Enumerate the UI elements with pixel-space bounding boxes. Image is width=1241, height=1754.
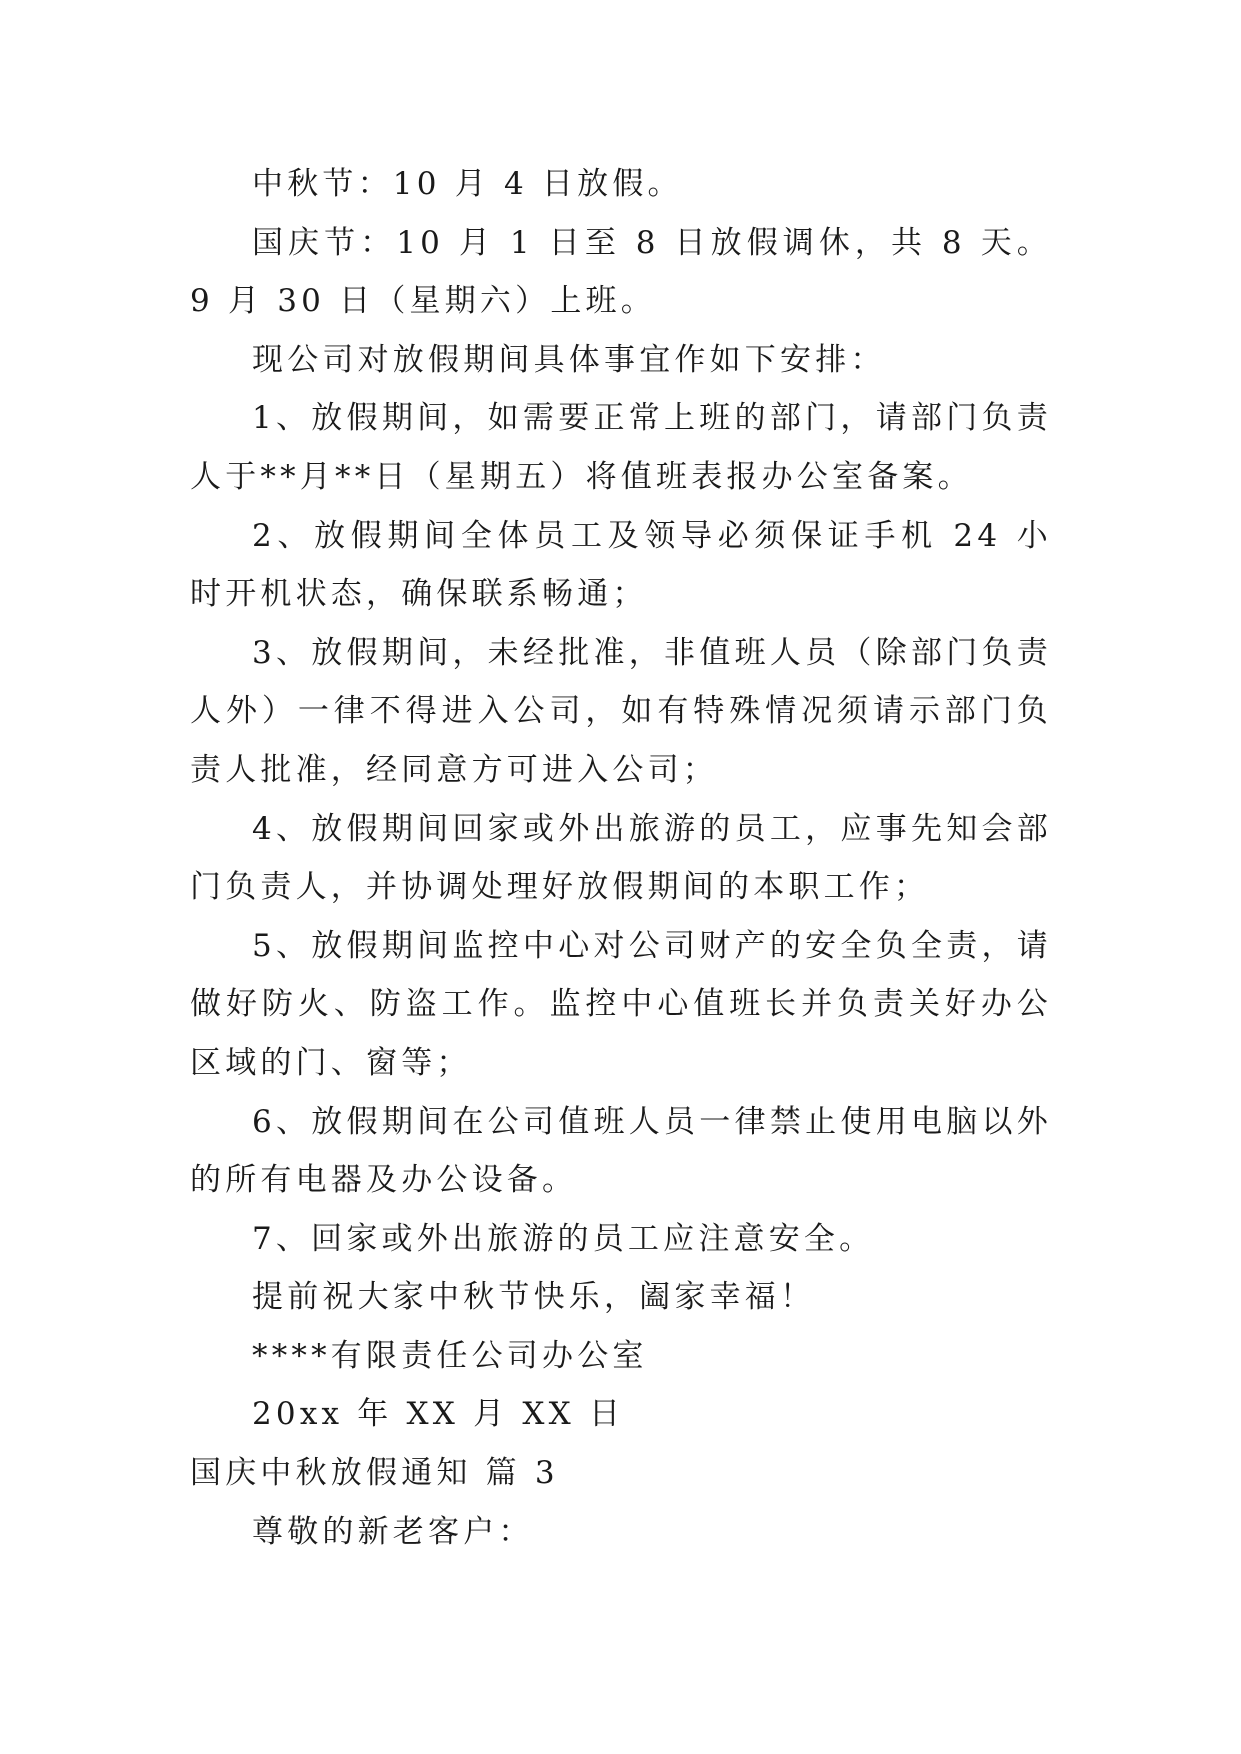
paragraph-wishes: 提前祝大家中秋节快乐，阖家幸福！ (252, 1279, 816, 1316)
paragraph-item-4: 4、放假期间回家或外出旅游的员工，应事先知会部门负责人，并协调处理好放假期间的本职工作； (190, 810, 1052, 906)
paragraph-signature: ****有限责任公司办公室 (252, 1337, 648, 1374)
paragraph-item-7: 7、回家或外出旅游的员工应注意安全。 (252, 1220, 875, 1257)
section-heading: 国庆中秋放假通知 篇 3 (190, 1455, 559, 1492)
paragraph-item-5: 5、放假期间监控中心对公司财产的安全负全责，请做好防火、防盗工作。监控中心值班长并负责关好办公区域的门、窗等； (190, 927, 1052, 1081)
paragraph-item-3: 3、放假期间，未经批准，非值班人员（除部门负责人外）一律不得进入公司，如有特殊情况须请示部门负责人批准，经同意方可进入公司； (190, 634, 1052, 788)
paragraph-item-6: 6、放假期间在公司值班人员一律禁止使用电脑以外的所有电器及办公设备。 (190, 1103, 1052, 1199)
paragraph-item-2: 2、放假期间全体员工及领导必须保证手机 24 小时开机状态，确保联系畅通； (190, 517, 1052, 613)
paragraph-item-1: 1、放假期间，如需要正常上班的部门，请部门负责人于**月**日（星期五）将值班表报办公室备案。 (190, 400, 1052, 495)
paragraph-greeting: 尊敬的新老客户： (252, 1513, 534, 1550)
paragraph-arrangement-intro: 现公司对放假期间具体事宜作如下安排： (252, 341, 886, 378)
paragraph-mid-autumn: 中秋节：10 月 4 日放假。 (252, 166, 683, 202)
document-body (190, 155, 1052, 1561)
paragraph-national-day: 国庆节：10 月 1 日至 8 日放假调休，共 8 天。9 月 30 日（星期六）上班。 (190, 224, 1052, 320)
paragraph-date: 20xx 年 XX 月 XX 日 (252, 1396, 625, 1433)
